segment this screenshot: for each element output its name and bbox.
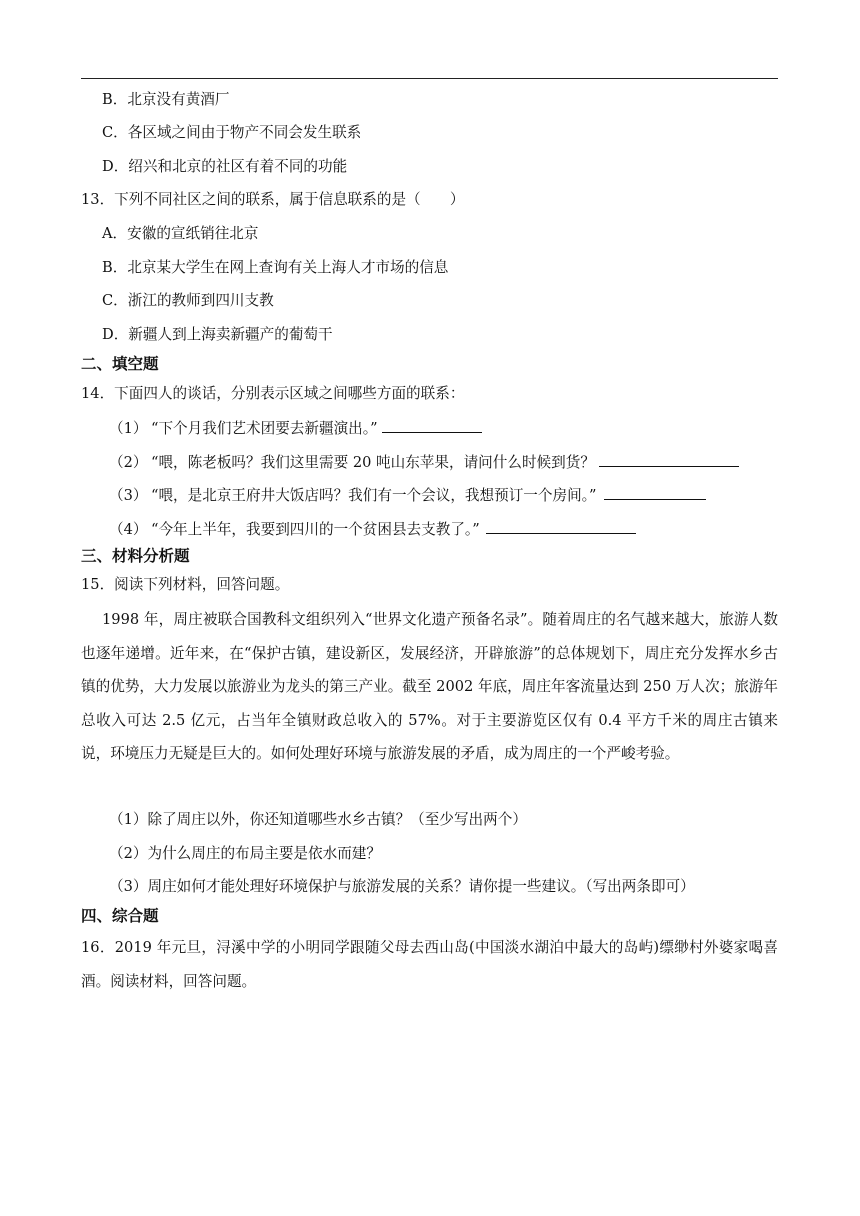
q15-question-2: （2）为什么周庄的布局主要是依水而建？ bbox=[109, 845, 381, 862]
q13-option-c: C．浙江的教师到四川支教 bbox=[102, 292, 274, 309]
q14-item-num: （3） bbox=[109, 487, 148, 504]
q14-item-text: “喂，陈老板吗？我们这里需要 20 吨山东苹果，请问什么时候到货？ bbox=[151, 454, 595, 471]
q15-material: 1998 年，周庄被联合国教科文组织列入“世界文化遗产预备名录”。随着周庄的名气越来越大，旅游人数也逐年递增。近年来，在“保护古镇，建设新区，发展经济，开辟旅游”的总体规划下，周庄充分发挥水乡古镇的优势，大力发展以旅游业为龙头的第三产业。截至 2002 年底，周庄年客流量达到 250 万人次；旅游年总收入可达 2.5 亿元，占当年全镇财政总收入的 57%。对于主要游览区仅有 0.4 平方千米的周庄古镇来说，环境压力无疑是巨大的。如何处理好环境与旅游发展的矛盾，成为周庄的一个严峻考验。 bbox=[81, 611, 778, 762]
q15-question-1: （1）除了周庄以外，你还知道哪些水乡古镇？（至少写出两个） bbox=[109, 811, 527, 828]
q15-stem: 15．阅读下列材料，回答问题。 bbox=[81, 576, 290, 593]
q16-stem: 16．2019 年元旦，浔溪中学的小明同学跟随父母去西山岛(中国淡水湖泊中最大的岛屿)缥缈村外婆家喝喜酒。阅读材料，回答问题。 bbox=[81, 939, 778, 990]
q14-item-text: “喂，是北京王府井大饭店吗？我们有一个会议，我想预订一个房间。” bbox=[151, 487, 597, 504]
section-title-comprehensive: 四、综合题 bbox=[81, 907, 159, 925]
q13-option-d: D．新疆人到上海卖新疆产的葡萄干 bbox=[102, 326, 333, 343]
q12-option-c: C．各区域之间由于物产不同会发生联系 bbox=[102, 124, 362, 141]
q14-item-num: （1） bbox=[109, 420, 148, 437]
header-rule bbox=[81, 78, 778, 79]
answer-blank[interactable] bbox=[604, 484, 706, 500]
q14-item-2 bbox=[109, 451, 739, 473]
answer-blank[interactable] bbox=[382, 417, 482, 433]
section-title-material-analysis: 三、材料分析题 bbox=[81, 547, 190, 565]
answer-blank[interactable] bbox=[599, 451, 739, 467]
q15-question-3: （3）周庄如何才能处理好环境保护与旅游发展的关系？请你提一些建议。（写出两条即可） bbox=[109, 878, 695, 895]
q14-item-3 bbox=[109, 484, 706, 506]
q14-item-1 bbox=[109, 417, 482, 439]
q14-item-num: （4） bbox=[109, 521, 148, 538]
answer-blank[interactable] bbox=[486, 518, 636, 534]
q12-option-d: D．绍兴和北京的社区有着不同的功能 bbox=[102, 158, 348, 175]
q13-option-b: B．北京某大学生在网上查询有关上海人才市场的信息 bbox=[102, 259, 449, 276]
q13-option-a: A．安徽的宣纸销往北京 bbox=[102, 225, 259, 242]
q14-item-text: “下个月我们艺术团要去新疆演出。” bbox=[151, 420, 378, 437]
q13-stem: 13．下列不同社区之间的联系，属于信息联系的是（ ） bbox=[81, 191, 465, 208]
q14-item-num: （2） bbox=[109, 454, 148, 471]
q14-item-4 bbox=[109, 518, 636, 540]
section-title-fill-blank: 二、填空题 bbox=[81, 355, 159, 373]
q14-item-text: “今年上半年，我要到四川的一个贫困县去支教了。” bbox=[151, 521, 480, 538]
q14-stem: 14．下面四人的谈话，分别表示区域之间哪些方面的联系： bbox=[81, 385, 465, 402]
q12-option-b: B．北京没有黄酒厂 bbox=[102, 91, 230, 108]
